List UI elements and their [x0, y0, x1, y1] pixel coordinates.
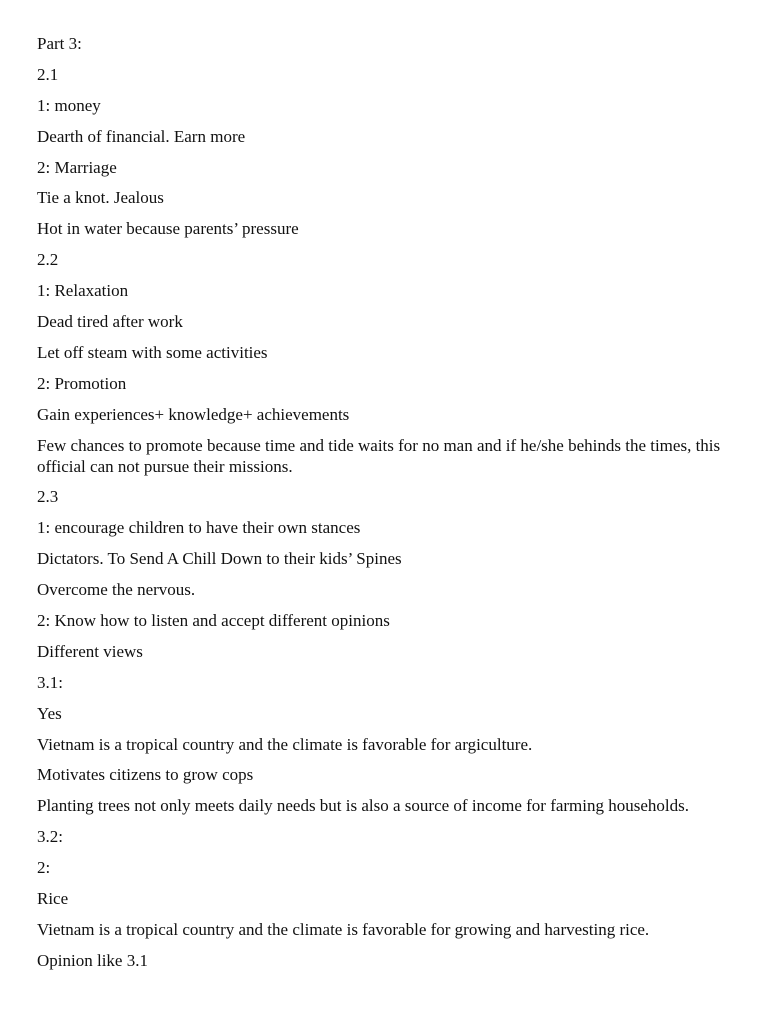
text-line: Opinion like 3.1 [37, 950, 148, 970]
text-line: Rice [37, 889, 69, 909]
text-line: Tie a knot. Jealous [37, 188, 164, 208]
text-line: Planting trees not only meets daily needs but is also a source of income for farming households. [37, 796, 690, 816]
text-line: 1: money [37, 95, 101, 115]
text-line: Hot in water because parents’ pressure [37, 219, 299, 239]
text-line: 2: Marriage [37, 157, 117, 177]
document-page [37, 33, 737, 981]
text-line: Gain experiences+ knowledge+ achievements [37, 404, 350, 424]
section-3-2: 3.2: [37, 827, 63, 847]
text-line: 2: Know how to listen and accept different opinions [37, 611, 390, 631]
text-line: 2: [37, 858, 51, 878]
text-line: Yes [37, 703, 62, 723]
section-2-3: 2.3 [37, 487, 59, 507]
text-line: Let off steam with some activities [37, 342, 268, 362]
text-line: Dictators. To Send A Chill Down to their kids’ Spines [37, 549, 402, 569]
heading-part-3: Part 3: [37, 34, 82, 53]
text-line: 1: encourage children to have their own stances [37, 518, 361, 538]
text-line: Different views [37, 641, 143, 661]
text-line: Vietnam is a tropical country and the climate is favorable for argiculture. [37, 734, 533, 754]
text-line: Dearth of financial. Earn more [37, 126, 246, 146]
text-line: Motivates citizens to grow cops [37, 765, 254, 785]
text-paragraph: Few chances to promote because time and tide waits for no man and if he/she behinds the times, this official can not pursue their missions. [37, 435, 721, 476]
text-line: 1: Relaxation [37, 281, 129, 301]
text-line: 2: Promotion [37, 373, 127, 393]
section-3-1: 3.1: [37, 672, 63, 692]
text-line: Overcome the nervous. [37, 580, 196, 600]
section-2-1: 2.1 [37, 64, 59, 84]
text-line: Dead tired after work [37, 312, 183, 332]
text-line: Vietnam is a tropical country and the climate is favorable for growing and harvesting rice. [37, 919, 650, 939]
section-2-2: 2.2 [37, 250, 59, 270]
